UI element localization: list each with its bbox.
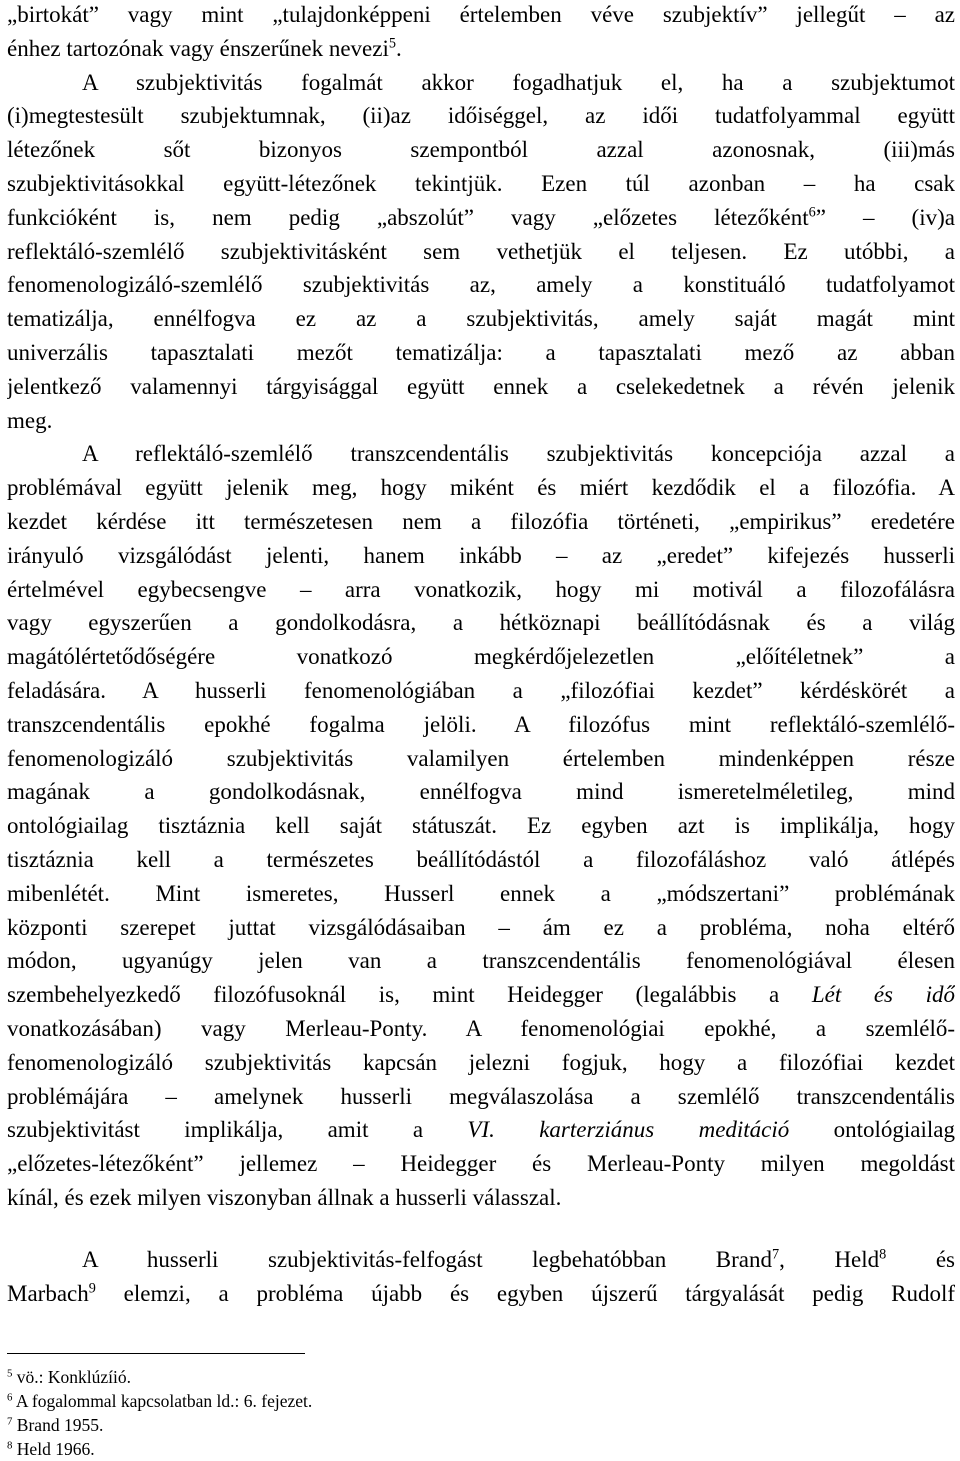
para2-line-7: [7, 268, 955, 302]
text-span: fenomenologizáló-szemlélő szubjektivitás az, amely a konstituáló tudatfolyamot: [7, 272, 955, 298]
footnote-ref-5[interactable]: 5: [388, 35, 396, 52]
text-span: problémájára – amelynek husserli megválaszolása a szemlélő transzcendentális: [7, 1083, 955, 1109]
body-text-para4: [7, 1243, 955, 1311]
para3-line-17: [7, 978, 955, 1012]
text-span: központi szerepet juttat vizsgálódásaiban – ám ez a probléma, noha eltérő: [7, 914, 955, 940]
para2-line-3: [7, 133, 955, 167]
text-span: mibenlétét. Mint ismeretes, Husserl ennek a „módszertani” problémának: [7, 880, 955, 906]
text-span: ontológiailag: [789, 1117, 955, 1143]
text-span: ontológiailag tisztáznia kell saját státuszát. Ez egyben azt is implikálja, hogy: [7, 813, 955, 839]
text-span: „birtokát” vagy mint „tulajdonképpeni értelemben véve szubjektív” jellegűt – az: [7, 2, 955, 27]
text-span: és: [886, 1247, 955, 1272]
text-span: szubjektivitást implikálja, amit a: [7, 1117, 468, 1143]
text-span: fenomenologizáló szubjektivitás valamilyen értelemben mindenképpen része: [7, 745, 955, 771]
body-text: [7, 0, 955, 1215]
text-span: Marbach: [7, 1280, 89, 1306]
footnote-text: Held 1966.: [12, 1439, 95, 1459]
text-span: tisztáznia kell a természetes beállítódástól a filozofáláshoz való átlépés: [7, 846, 955, 872]
text-span: „előzetes-létezőként” jellemez – Heidegger és Merleau-Ponty milyen megoldást: [7, 1151, 955, 1177]
para3-line-16: [7, 944, 955, 978]
footnote-number: 7: [7, 1415, 13, 1428]
text-span: (i)megtestesült szubjektumnak, (ii)az időiséggel, az idői tudatfolyammal együtt: [7, 103, 955, 129]
text-span: létezőnek sőt bizonyos szempontból azzal azonosnak, (iii)más: [7, 137, 955, 163]
text-span: szembehelyezkedő filozófusoknál is, mint Heidegger (legalábbis a: [7, 982, 812, 1008]
para3-line-18: [7, 1012, 955, 1046]
para4-line-2: [7, 1277, 955, 1311]
para1-line-2: [7, 32, 955, 66]
para3-line-9: [7, 708, 955, 742]
para2-line-4: [7, 167, 955, 201]
para1-line-1: [7, 0, 955, 32]
para2-line-1: [7, 66, 955, 100]
text-span: vagy egyszerűen a gondolkodásra, a hétköznapi beállítódásnak és a világ: [7, 610, 955, 636]
footnote-text: A fogalommal kapcsolatban ld.: 6. fejezet.: [12, 1391, 313, 1411]
text-span: módon, ugyanúgy jelen van a transzcendentális fenomenológiával élesen: [7, 948, 955, 974]
para3-line-7: [7, 640, 955, 674]
para3-line-8: [7, 674, 955, 708]
text-span: A szubjektivitás fogalmát akkor fogadhatjuk el, ha a szubjektumot: [82, 69, 955, 95]
text-span: vonatkozásában) vagy Merleau-Ponty. A fenomenológiai epokhé, a szemlélő-: [7, 1015, 955, 1041]
text-span: univerzális tapasztalati mezőt tematizálja: a tapasztalati mező az abban: [7, 339, 955, 365]
para3-line-5: [7, 573, 955, 607]
para4-line-1: [7, 1243, 955, 1277]
para3-line-10: [7, 742, 955, 776]
para3-line-23: [7, 1181, 955, 1215]
text-span: irányuló vizsgálódást jelenti, hanem inkább – az „eredet” kifejezés husserli: [7, 542, 955, 568]
text-span: .: [395, 35, 402, 61]
text-span: magátólértetődőségére vonatkozó megkérdőjelezetlen „előítéletnek” a: [7, 644, 955, 670]
text-span: magának a gondolkodásnak, ennélfogva mind ismeretelméletileg, mind: [7, 779, 955, 805]
footnote-number: 8: [7, 1439, 13, 1452]
text-span: ” – (iv)a: [815, 204, 955, 230]
text-span: kínál, és ezek milyen viszonyban állnak a husserli válasszal.: [7, 1184, 562, 1210]
text-span: értelmével egybecsengve – arra vonatkozik, hogy mi motivál a filozofálásra: [7, 576, 955, 602]
para3-line-19: [7, 1046, 955, 1080]
para3-line-11: [7, 775, 955, 809]
footnote-number: 5: [7, 1367, 13, 1380]
text-span: funkcióként is, nem pedig „abszolút” vagy „előzetes létezőként: [7, 204, 809, 230]
footnotes: [7, 1365, 955, 1461]
footnote-text: vö.: Konklúzíió.: [12, 1367, 132, 1387]
footnote-6: [7, 1389, 955, 1413]
para3-line-1: [7, 437, 955, 471]
work-title-italic: VI. karterziánus meditáció: [467, 1117, 790, 1143]
para2-line-2: [7, 99, 955, 133]
text-span: transzcendentális epokhé fogalma jelöli. A filozófus mint reflektáló-szemlélő-: [7, 711, 955, 737]
text-span: A reflektáló-szemlélő transzcendentális szubjektivitás koncepciója azzal a: [82, 441, 955, 467]
text-span: fenomenologizáló szubjektivitás kapcsán jelezni fogjuk, hogy a filozófiai kezdet: [7, 1049, 955, 1075]
text-span: szubjektivitásokkal együtt-létezőnek tekintjük. Ezen túl azonban – ha csak: [7, 170, 955, 196]
text-span: problémával együtt jelenik meg, hogy miként és miért kezdődik el a filozófia. A: [7, 475, 955, 501]
text-span: elemzi, a probléma újabb és egyben újszerű tárgyalását pedig Rudolf: [95, 1280, 955, 1306]
para2-line-5: [7, 201, 955, 235]
footnote-ref-9[interactable]: 9: [88, 1280, 96, 1297]
footnote-8: [7, 1437, 955, 1461]
text-span: tematizálja, ennélfogva ez az a szubjektivitás, amely saját magát mint: [7, 306, 955, 332]
footnote-ref-6[interactable]: 6: [808, 204, 816, 221]
para3-line-6: [7, 606, 955, 640]
text-span: reflektáló-szemlélő szubjektivitásként sem vethetjük el teljesen. Ez utóbbi, a: [7, 238, 955, 264]
text-span: jelentkező valamennyi tárgyisággal együtt ennek a cselekedetnek a révén jelenik: [7, 373, 955, 399]
text-span: kezdet kérdése itt természetesen nem a filozófia történeti, „empirikus” eredetére: [7, 508, 955, 534]
footnote-5: [7, 1365, 955, 1389]
text-span: meg.: [7, 407, 53, 433]
text-span: feladására. A husserli fenomenológiában a „filozófiai kezdet” kérdéskörét a: [7, 677, 955, 703]
para3-line-21: [7, 1113, 955, 1147]
footnote-number: 6: [7, 1391, 13, 1404]
para2-line-11: [7, 404, 955, 438]
footnote-text: Brand 1955.: [12, 1415, 104, 1435]
para3-line-22: [7, 1147, 955, 1181]
text-span: , Held: [779, 1247, 880, 1272]
para3-line-4: [7, 539, 955, 573]
para3-line-12: [7, 809, 955, 843]
footnote-separator: [7, 1353, 305, 1354]
text-span: A husserli szubjektivitás-felfogást legbehatóbban Brand: [82, 1247, 773, 1272]
para2-line-10: [7, 370, 955, 404]
para2-line-9: [7, 336, 955, 370]
para3-line-13: [7, 843, 955, 877]
para3-line-15: [7, 911, 955, 945]
para3-line-20: [7, 1080, 955, 1114]
footnote-ref-8[interactable]: 8: [879, 1246, 887, 1263]
footnote-ref-7[interactable]: 7: [772, 1246, 780, 1263]
book-title-italic: Lét és idő: [811, 982, 955, 1008]
footnote-7: [7, 1413, 955, 1437]
para3-line-3: [7, 505, 955, 539]
para2-line-6: [7, 235, 955, 269]
text-span: énhez tartozónak vagy énszerűnek nevezi: [7, 35, 389, 61]
para3-line-2: [7, 471, 955, 505]
para2-line-8: [7, 302, 955, 336]
para3-line-14: [7, 877, 955, 911]
